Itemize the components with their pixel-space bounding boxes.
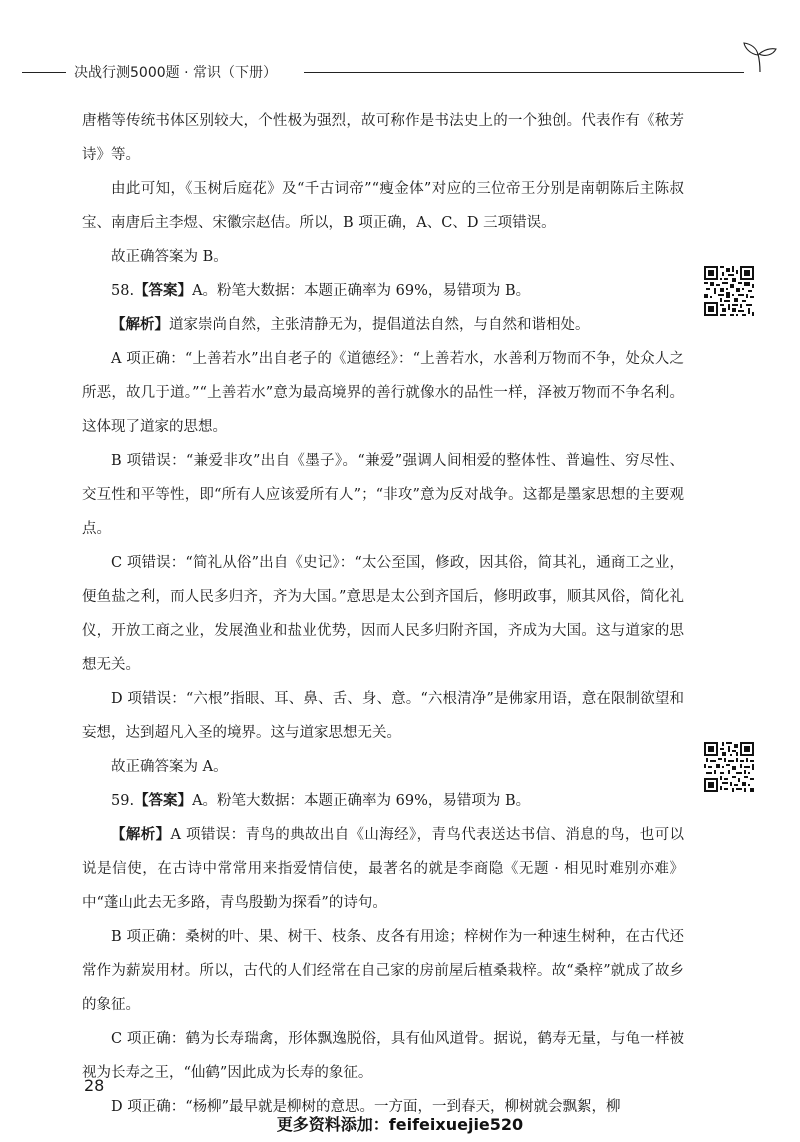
answer-tag: 【答案】 [134, 793, 193, 809]
page-number: 28 [84, 1076, 105, 1095]
footer-note: 更多资料添加：feifeixuejie520 [276, 1115, 524, 1134]
paragraph: B 项正确：桑树的叶、果、树干、枝条、皮各有用途；梓树作为一种速生树种，在古代还常作为薪炭用材。所以，古代的人们经常在自己家的房前屋后植桑栽梓。故“桑梓”就成了故乡的象征。 [82, 929, 684, 1013]
header-rule-right [304, 72, 744, 73]
paragraph: A 项正确：“上善若水”出自老子的《道德经》：“上善若水，水善利万物而不争，处众人之所恶，故几于道。”“上善若水”意为最高境界的善行就像水的品性一样，泽被万物而不争名利。这体现了道家的思想。 [82, 351, 684, 435]
sprout-icon [740, 42, 780, 72]
paragraph: 故正确答案为 A。 [111, 759, 228, 775]
paragraph: C 项正确：鹤为长寿瑞禽，形体飘逸脱俗，具有仙风道骨。据说，鹤寿无量，与龟一样被视为长寿之王，“仙鹤”因此成为长寿的象征。 [82, 1031, 684, 1081]
question-answer-59: 59.【答案】A。粉笔大数据：本题正确率为 69%，易错项为 B。 [111, 793, 531, 809]
qr-code-icon[interactable] [704, 742, 754, 792]
paragraph: D 项正确：“杨柳”最早就是柳树的意思。一方面，一到春天，柳树就会飘絮，柳 [111, 1099, 621, 1115]
analysis-58: 【解析】道家崇尚自然，主张清静无为，提倡道法自然，与自然和谐相处。 [111, 317, 590, 333]
page-body [82, 104, 684, 1124]
paragraph: 故正确答案为 B。 [111, 249, 228, 265]
paragraph: C 项错误：“简礼从俗”出自《史记》：“太公至国，修政，因其俗，简其礼，通商工之业，便鱼盐之利，而人民多归齐，齐为大国。”意思是太公到齐国后，修明政事，顺其风俗，简化礼仪，开放工商之业，发展渔业和盐业优势，因而人民多归附齐国，齐成为大国。这与道家的思想无关。 [82, 555, 684, 673]
paragraph: 唐楷等传统书体区别较大，个性极为强烈，故可称作是书法史上的一个独创。代表作有《秾芳诗》等。 [82, 113, 684, 163]
book-title: 决战行测5000题 · 常识（下册） [74, 65, 277, 81]
paragraph: B 项错误：“兼爱非攻”出自《墨子》。“兼爱”强调人间相爱的整体性、普遍性、穷尽性、交互性和平等性，即“所有人应该爱所有人”；“非攻”意为反对战争。这都是墨家思想的主要观点。 [82, 453, 684, 537]
qr-code-icon[interactable] [704, 266, 754, 316]
running-header [22, 60, 742, 86]
answer-tag: 【答案】 [134, 283, 193, 299]
analysis-tag: 【解析】 [111, 827, 171, 843]
analysis-tag: 【解析】 [111, 317, 169, 333]
header-rule-left [22, 72, 66, 73]
paragraph: 由此可知，《玉树后庭花》及“千古词帝”“瘦金体”对应的三位帝王分别是南朝陈后主陈叔宝、南唐后主李煜、宋徽宗赵佶。所以，B 项正确，A、C、D 三项错误。 [82, 181, 684, 231]
analysis-59: 【解析】A 项错误：青鸟的典故出自《山海经》，青鸟代表送达书信、消息的鸟，也可以说是信使，在古诗中常常用来指爱情信使，最著名的就是李商隐《无题 · 相见时难别亦难》中“蓬山此去无多路，青鸟殷勤为探看”的诗句。 [82, 827, 685, 911]
question-answer-58: 58.【答案】A。粉笔大数据：本题正确率为 69%，易错项为 B。 [111, 283, 531, 299]
paragraph: D 项错误：“六根”指眼、耳、鼻、舌、身、意。“六根清净”是佛家用语，意在限制欲望和妄想，达到超凡入圣的境界。这与道家思想无关。 [82, 691, 684, 741]
